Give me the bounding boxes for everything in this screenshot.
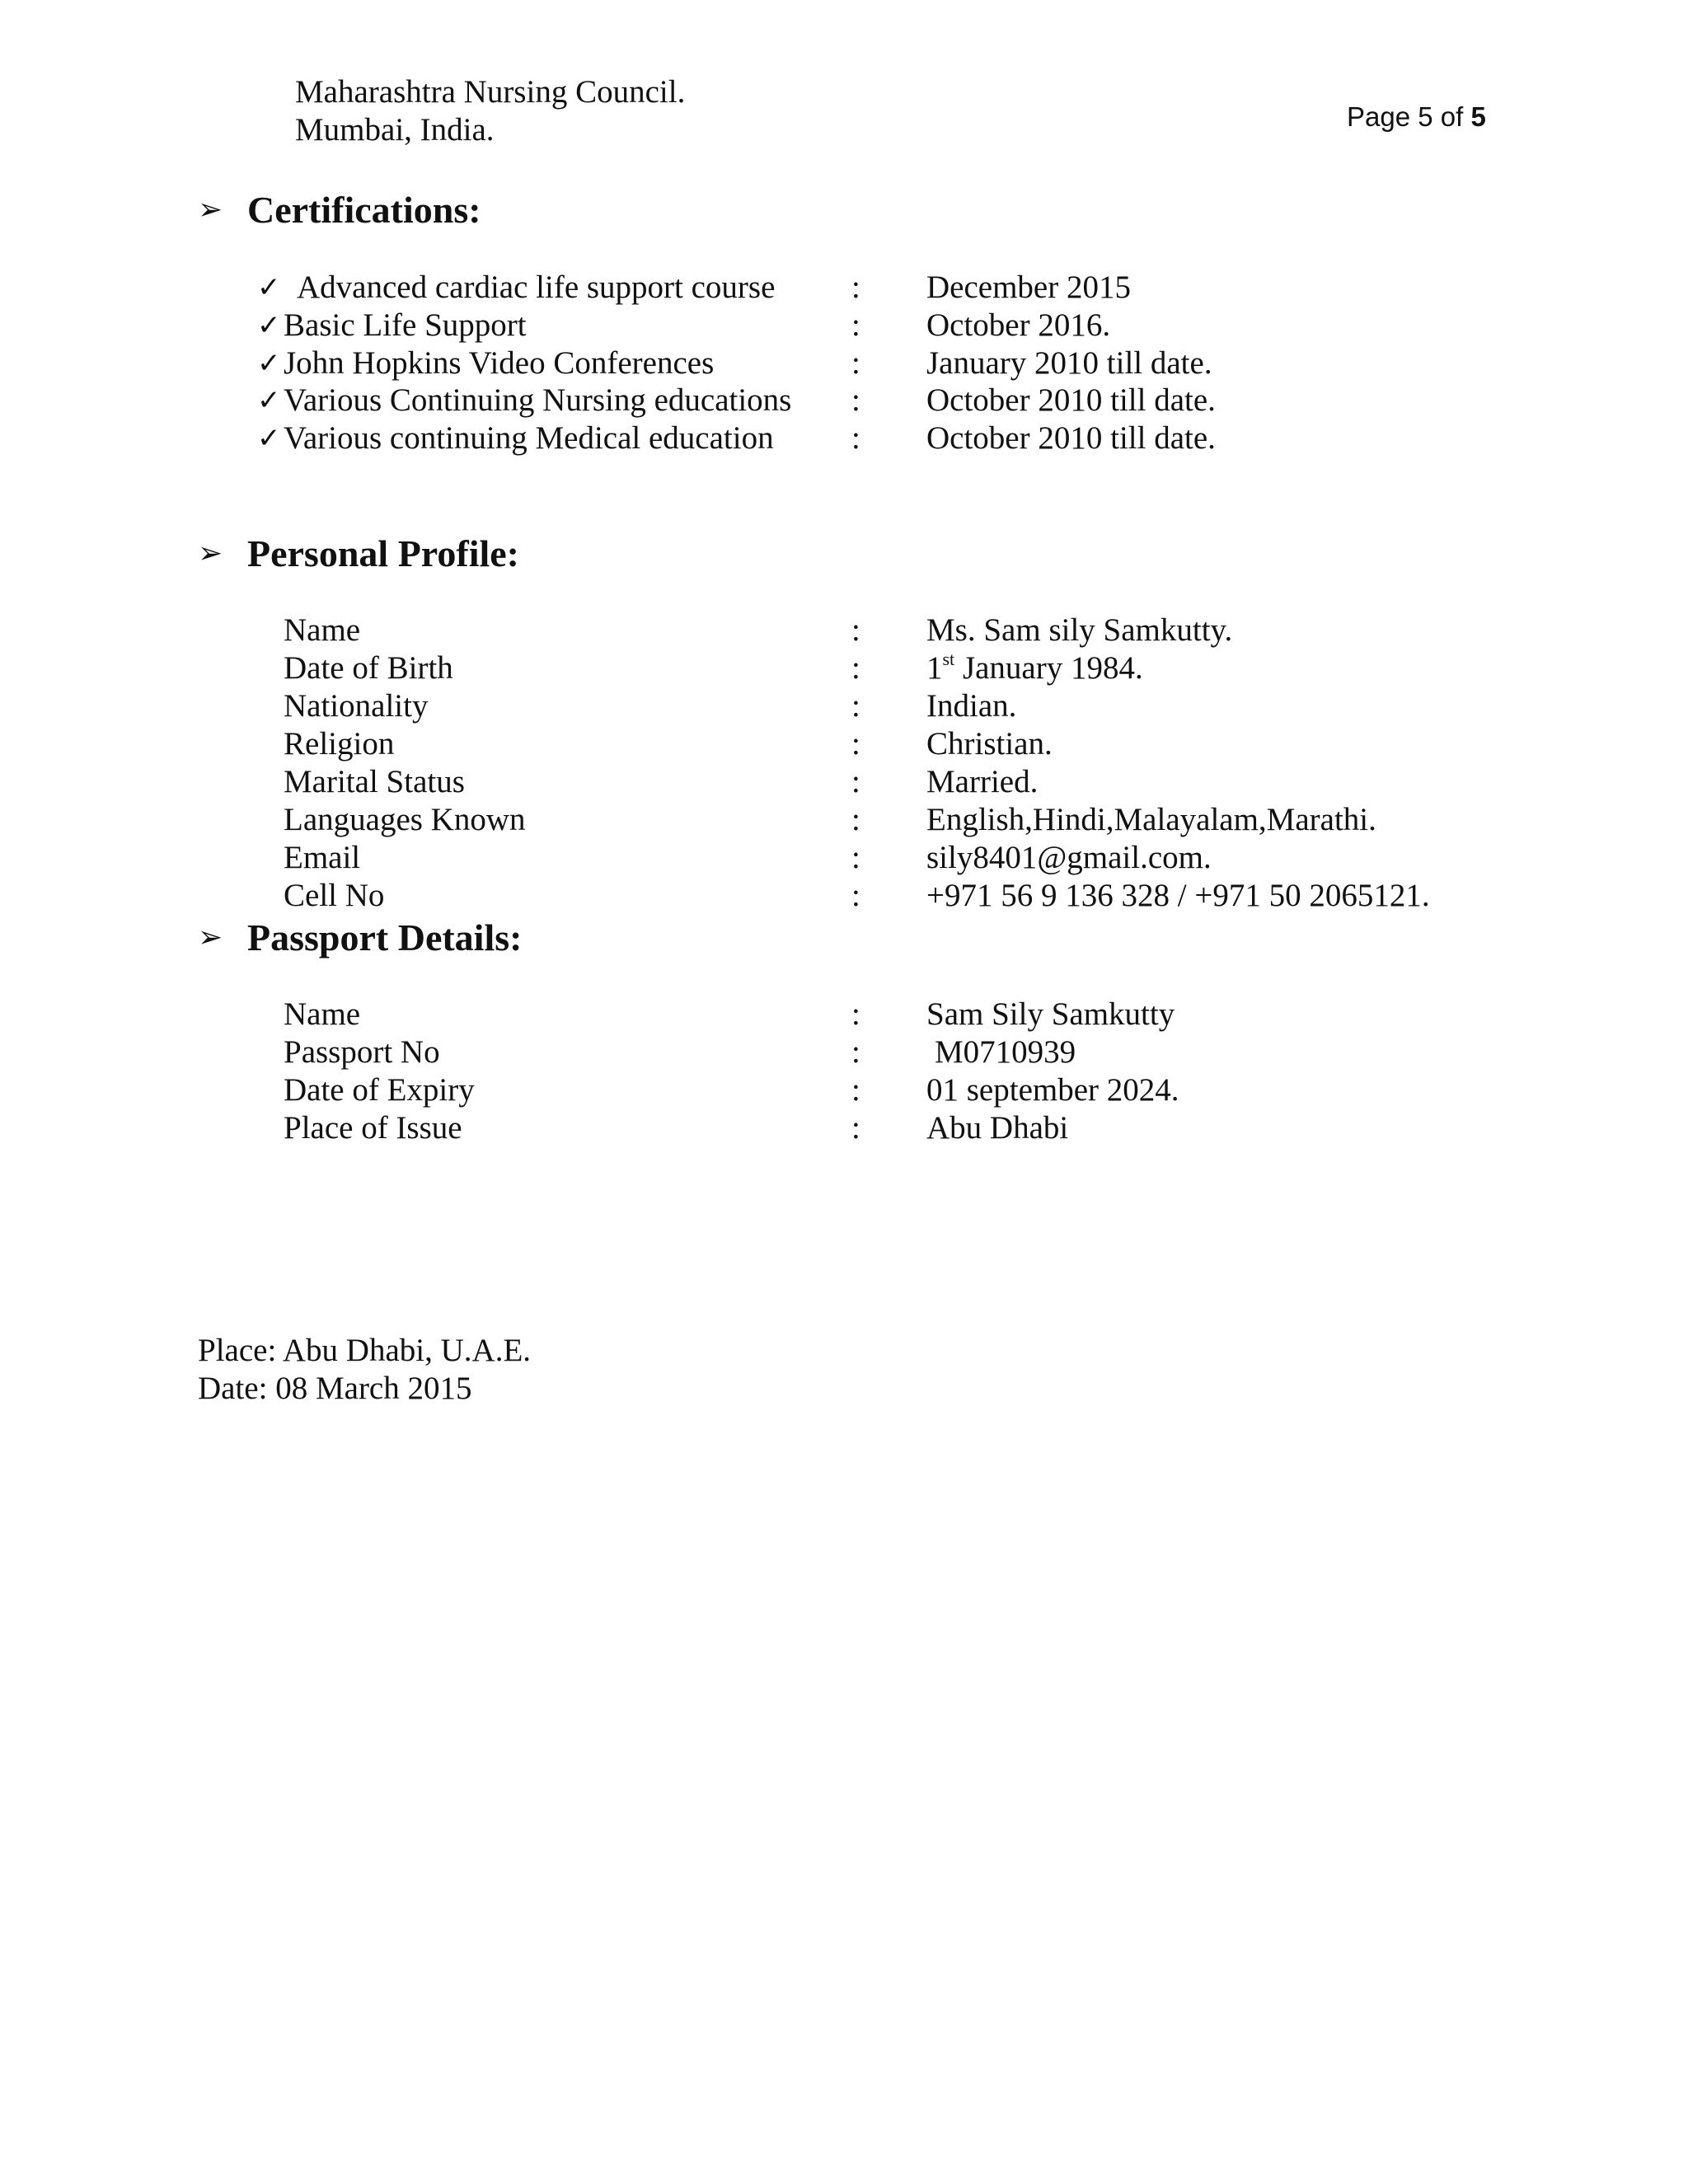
separator: :	[851, 1072, 860, 1108]
profile-value: Indian.	[926, 688, 1017, 724]
separator: :	[851, 382, 860, 418]
certification-label: Advanced cardiac life support course	[297, 269, 776, 305]
separator: :	[851, 996, 860, 1032]
separator: :	[851, 612, 860, 648]
ordinal-suffix: st	[942, 649, 955, 669]
phone-value: +971 56 9 136 328 / +971 50 2065121.	[926, 878, 1430, 913]
passport-value: M0710939	[935, 1034, 1076, 1070]
birth-month-year: January 1984.	[962, 650, 1143, 686]
bullet-arrow-icon: ➢	[198, 537, 223, 570]
date-line: Date: 08 March 2015	[198, 1371, 472, 1406]
passport-label: Passport No	[284, 1034, 440, 1070]
passport-label: Place of Issue	[284, 1110, 462, 1146]
separator: :	[851, 345, 860, 381]
separator: :	[851, 726, 860, 762]
separator: :	[851, 840, 860, 875]
passport-value: Sam Sily Samkutty	[926, 996, 1175, 1032]
separator: :	[851, 420, 860, 456]
profile-label: Marital Status	[284, 764, 465, 799]
profile-label: Name	[284, 612, 361, 648]
separator: :	[851, 878, 860, 913]
profile-value: Ms. Sam sily Samkutty.	[926, 612, 1233, 648]
separator: :	[851, 802, 860, 837]
certification-date: January 2010 till date.	[926, 345, 1212, 381]
checkmark-icon: ✓	[257, 271, 281, 304]
passport-label: Name	[284, 996, 361, 1032]
birth-day: 1	[926, 650, 943, 686]
profile-value: English,Hindi,Malayalam,Marathi.	[926, 802, 1376, 837]
separator: :	[851, 1110, 860, 1146]
profile-label: Email	[284, 840, 361, 875]
certification-date: October 2016.	[926, 307, 1111, 343]
institution-name: Maharashtra Nursing Council.	[295, 74, 686, 110]
profile-label: Languages Known	[284, 802, 526, 837]
checkmark-icon: ✓	[257, 384, 281, 417]
email-value: sily8401@gmail.com.	[926, 840, 1212, 875]
certifications-heading: Certifications:	[247, 189, 481, 231]
certification-date: October 2010 till date.	[926, 420, 1216, 456]
institution-location: Mumbai, India.	[295, 112, 495, 148]
separator: :	[851, 688, 860, 724]
certification-date: October 2010 till date.	[926, 382, 1216, 418]
place-line: Place: Abu Dhabi, U.A.E.	[198, 1333, 532, 1368]
personal-profile-heading: Personal Profile:	[247, 532, 519, 574]
profile-label: Cell No	[284, 878, 385, 913]
certification-label: John Hopkins Video Conferences	[284, 345, 715, 381]
profile-value: Married.	[926, 764, 1039, 799]
checkmark-icon: ✓	[257, 422, 281, 455]
profile-label: Nationality	[284, 688, 429, 724]
bullet-arrow-icon: ➢	[198, 921, 223, 954]
passport-value: 01 september 2024.	[926, 1072, 1179, 1108]
page-number	[1347, 101, 1486, 134]
separator: :	[851, 650, 860, 686]
certification-label: Various Continuing Nursing educations	[284, 382, 792, 418]
separator: :	[851, 307, 860, 343]
certification-label: Various continuing Medical education	[284, 420, 774, 456]
profile-label: Religion	[284, 726, 395, 762]
separator: :	[851, 764, 860, 799]
page-total: 5	[1470, 101, 1486, 132]
certification-date: December 2015	[926, 269, 1131, 305]
passport-label: Date of Expiry	[284, 1072, 475, 1108]
profile-value: Christian.	[926, 726, 1053, 762]
certification-label: Basic Life Support	[284, 307, 527, 343]
profile-value	[926, 649, 1143, 687]
checkmark-icon: ✓	[257, 347, 281, 380]
profile-label: Date of Birth	[284, 650, 453, 686]
separator: :	[851, 269, 860, 305]
passport-details-heading: Passport Details:	[247, 916, 523, 958]
separator: :	[851, 1034, 860, 1070]
bullet-arrow-icon: ➢	[198, 193, 223, 227]
checkmark-icon: ✓	[257, 309, 281, 342]
page-number-prefix: Page 5 of	[1347, 101, 1464, 132]
passport-value: Abu Dhabi	[926, 1110, 1069, 1146]
